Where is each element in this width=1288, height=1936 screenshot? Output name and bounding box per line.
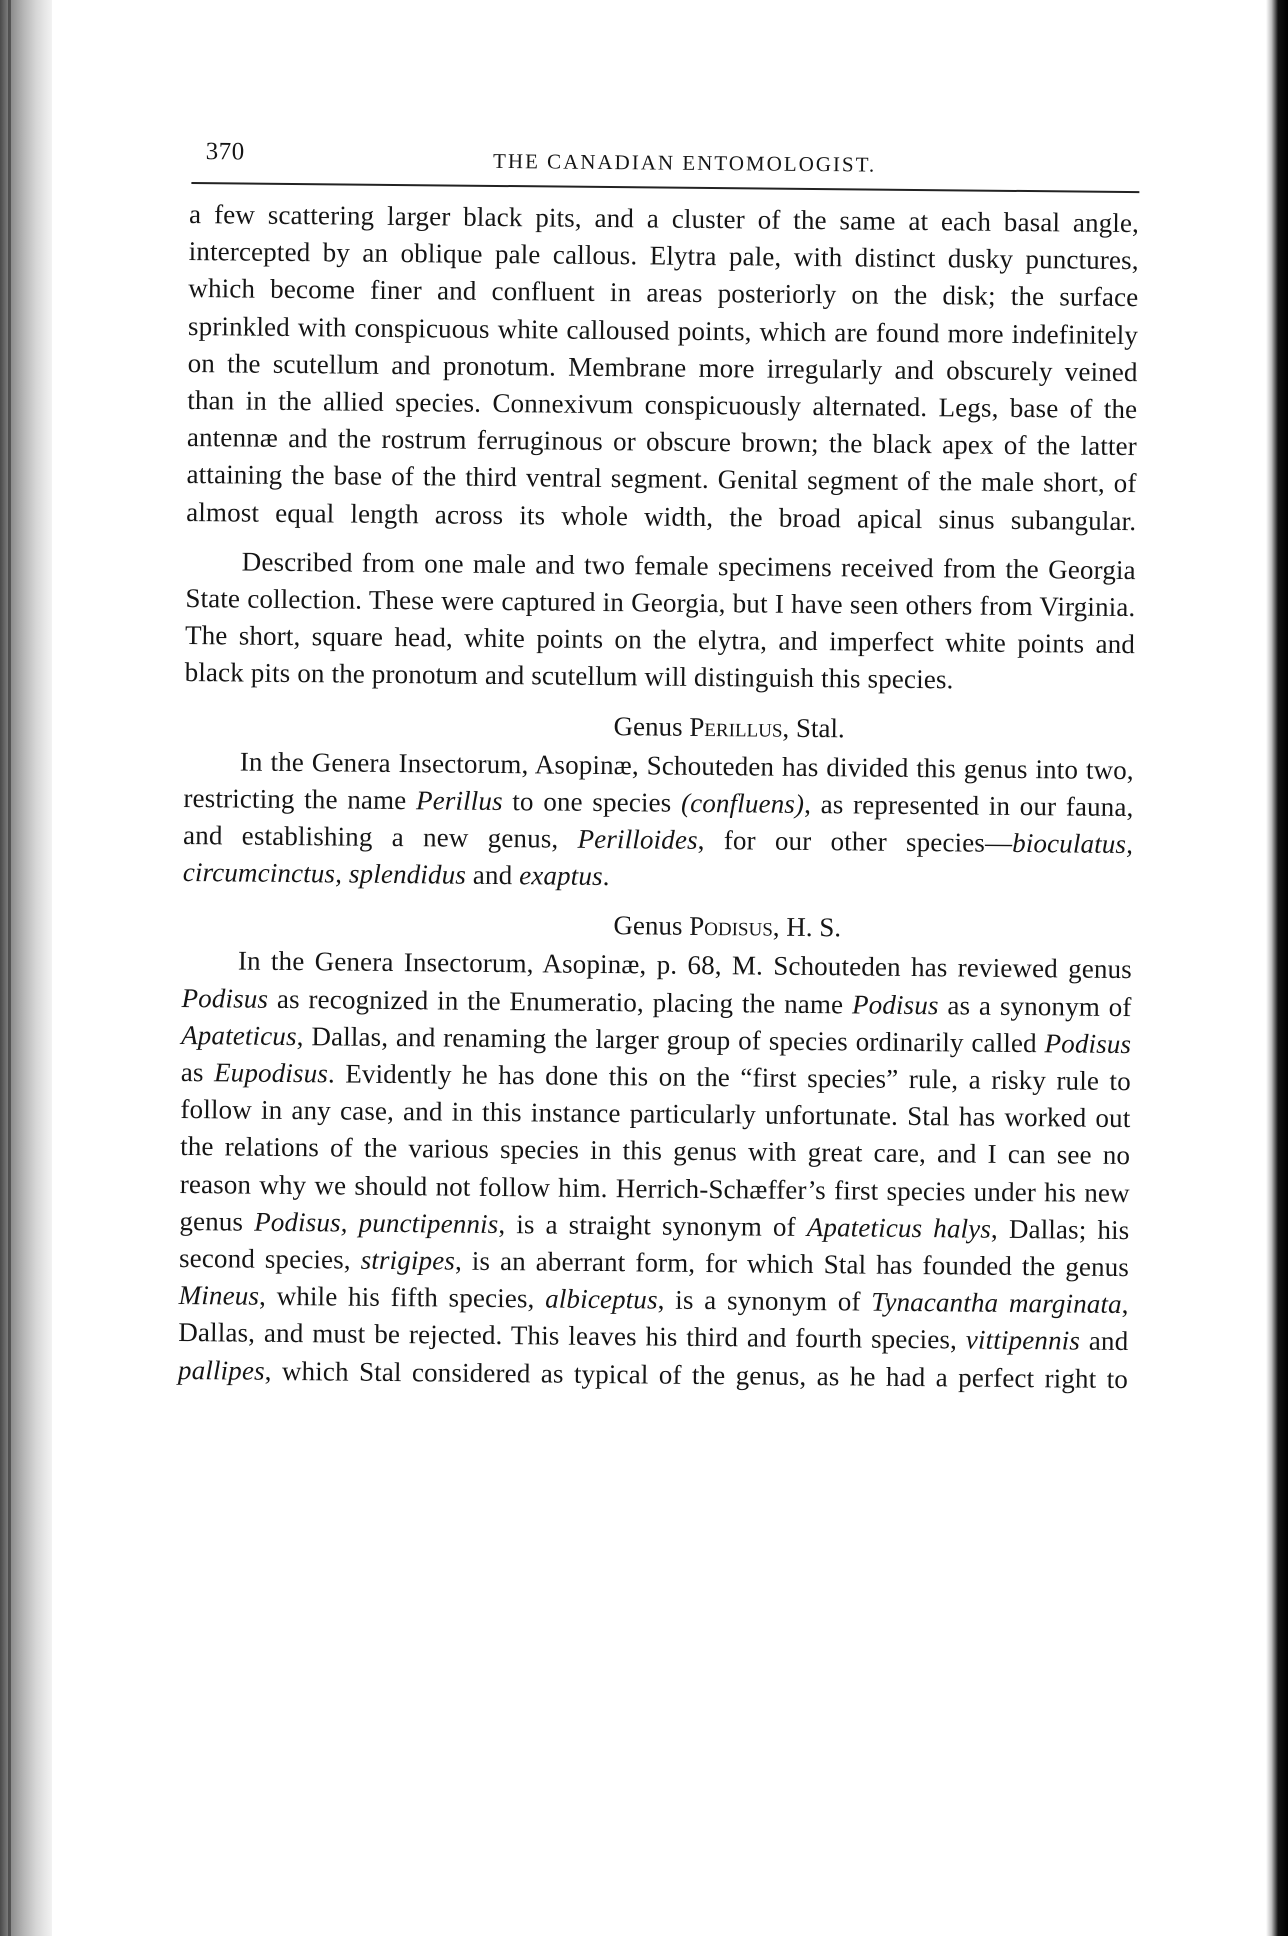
taxon-name: Podisus xyxy=(1044,1028,1132,1059)
text-run: . xyxy=(602,861,610,892)
text-run: In the Genera Insectorum, Asopinæ, Schouteden has divided this genus into two, restricting the name xyxy=(183,746,1134,816)
paragraph-perillus xyxy=(183,743,1134,901)
text-run: , while his fifth species, xyxy=(258,1280,546,1314)
text-run: , which Stal considered as typical of the genus, as he had a perfect right to xyxy=(264,1355,1129,1394)
text-run: , Dallas, and must be rejected. This leaves his third and fourth species, xyxy=(178,1289,1129,1355)
page-header xyxy=(189,120,1139,185)
page-right-edge xyxy=(1266,0,1288,1936)
text-run: as a synonym of xyxy=(938,989,1132,1022)
paragraph-specimens: Described from one male and two female specimens received from the Georgia State collection. These were captured in Georgia, but I have seen others from Virginia. The short, square head, white points on the elytra, and imperfect white points and black pits on the pronotum and scutellum will distinguish this species. xyxy=(184,546,1136,695)
taxon-name: vittipennis xyxy=(965,1324,1081,1357)
taxon-name: pallipes xyxy=(177,1354,265,1386)
text-run: . Evidently he has done this on the “first species” rule, a risky rule to follow in any case, and in this instance particularly unfortunate. Stal has worked out the relations of the various species in this genus with great care, and I can see no reason why we should not follow him. Herrich-Schæffer’s first species under his new genus xyxy=(179,1058,1131,1237)
taxon-name: Perilloides xyxy=(577,823,698,855)
taxon-name: Podisus, punctipennis xyxy=(254,1206,499,1239)
heading-genus-perillus xyxy=(184,704,1134,750)
text-run: , is a synonym of xyxy=(657,1284,872,1317)
taxon-name: Eupodisus xyxy=(213,1057,329,1089)
taxon-name: Apateticus xyxy=(181,1019,297,1051)
text-run: as recognized in the Enumeratio, placing the name xyxy=(267,983,853,1020)
text-run: and xyxy=(1079,1326,1129,1357)
heading-prefix: Genus xyxy=(613,710,683,742)
paragraph-species-description: a few scattering larger black pits, and a cluster of the same at each basal angle, intercepted by an oblique pale callous. Elytra pale, with distinct dusky punctures, which become finer and confluent in areas posteriorly on the disk; the surface sprinkled with conspicuous white calloused points, which are found more indefinitely on the scutellum and pronotum. Membrane more irregularly and obscurely veined than in the allied species. Connexivum conspicuously alternated. Legs, base of the antennæ and the rostrum ferruginous or obscure brown; the black apex of the latter attaining the base of the third ventral segment. Genital segment of the male short, of almost equal length across its whole width, the broad apical sinus subangular. xyxy=(186,198,1140,536)
taxon-name: strigipes xyxy=(360,1244,456,1276)
heading-suffix: , Stal. xyxy=(782,712,845,743)
heading-prefix: Genus xyxy=(613,910,683,942)
heading-genus-name: Perillus xyxy=(689,711,783,743)
heading-genus-name: Podisus xyxy=(689,911,773,943)
page-number: 370 xyxy=(205,138,245,166)
text-run: , Dallas; his second species, xyxy=(178,1213,1130,1275)
taxon-name: exaptus xyxy=(519,860,603,892)
text-run: and xyxy=(465,859,520,891)
taxon-name: Podisus xyxy=(181,982,269,1014)
taxon-name: Tynacantha marginata xyxy=(871,1286,1122,1320)
text-run: , for our other species— xyxy=(697,824,1013,858)
running-title: THE CANADIAN ENTOMOLOGIST. xyxy=(492,148,877,177)
taxon-name: (confluens) xyxy=(680,787,805,819)
text-run: , is an aberrant form, for which Stal has founded the genus xyxy=(454,1245,1130,1283)
text-run: In the Genera Insectorum, Asopinæ, p. 68, M. Schouteden has reviewed genus xyxy=(237,945,1133,985)
heading-suffix: , H. S. xyxy=(772,912,842,943)
journal-page xyxy=(178,120,1140,1398)
book-binding-edge xyxy=(0,0,52,1936)
heading-genus-podisus xyxy=(182,903,1132,949)
taxon-name: Perillus xyxy=(415,785,503,816)
taxon-name: Mineus xyxy=(178,1280,260,1311)
taxon-name: bioculatus, circumcinctus, splendidus xyxy=(182,827,1134,890)
text-run: to one species xyxy=(502,785,682,818)
text-run: , as represented in our fauna, and establishing a new genus, xyxy=(182,788,1134,854)
text-run: , is a straight synonym of xyxy=(498,1208,807,1242)
text-run: as xyxy=(180,1057,215,1088)
taxon-name: Podisus xyxy=(851,989,939,1020)
text-run: , Dallas, and renaming the larger group of species ordinarily called xyxy=(296,1020,1045,1059)
paragraph-podisus xyxy=(178,942,1132,1398)
taxon-name: Apateticus halys xyxy=(806,1211,992,1244)
taxon-name: albiceptus xyxy=(545,1283,658,1315)
